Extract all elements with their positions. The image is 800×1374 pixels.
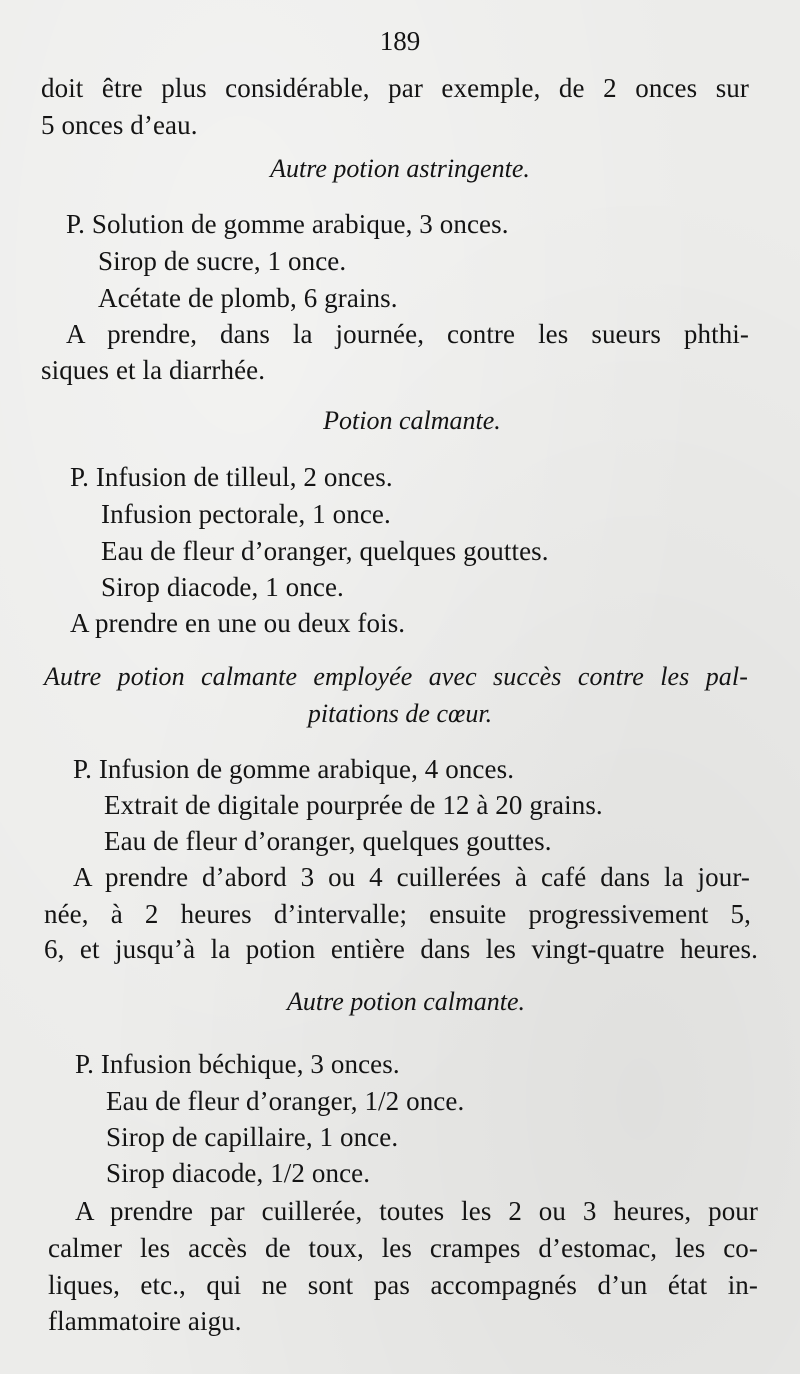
recipe-line: Acétate de plomb, 6 grains. [98,283,398,313]
section-heading: Autre potion calmante. [286,987,526,1016]
text-line: calmer les accès de toux, les crampes d’estomac, les co- [48,1233,758,1263]
text-line: 5 onces d’eau. [41,110,198,140]
recipe-line: P. Infusion de gomme arabique, 4 onces. [73,754,515,784]
recipe-line: Infusion pectorale, 1 once. [101,499,391,529]
recipe-line: Sirop de sucre, 1 once. [98,246,347,276]
section-heading: Autre potion astringente. [270,154,530,183]
recipe-line: P. Infusion béchique, 3 onces. [75,1049,400,1079]
text-line: A prendre par cuillerée, toutes les 2 ou 3 heures, pour [75,1196,758,1226]
recipe-line: Eau de fleur d’oranger, quelques gouttes. [101,536,549,566]
text-line: A prendre en une ou deux fois. [70,608,406,638]
text-line: siques et la diarrhée. [41,355,266,385]
section-heading: Potion calmante. [323,406,501,435]
section-heading: pitations de cœur. [307,699,493,728]
recipe-line: Extrait de digitale pourprée de 12 à 20 grains. [104,790,603,820]
page-number: 189 [379,26,421,56]
text-line: A prendre, dans la journée, contre les sueurs phthi- [66,319,749,349]
recipe-line: Eau de fleur d’oranger, 1/2 once. [106,1086,465,1116]
recipe-line: Sirop de capillaire, 1 once. [106,1122,399,1152]
recipe-line: Sirop diacode, 1/2 once. [106,1158,371,1188]
recipe-line: Eau de fleur d’oranger, quelques gouttes. [104,826,552,856]
text-line: A prendre d’abord 3 ou 4 cuillerées à café dans la jour- [73,862,750,892]
text-line: doit être plus considérable, par exemple, de 2 onces sur [41,73,749,103]
text-line: liques, etc., qui ne sont pas accompagnés d’un état in- [48,1270,758,1300]
text-line: 6, et jusqu’à la potion entière dans les vingt-quatre heures. [44,934,758,964]
text-line: née, à 2 heures d’intervalle; ensuite progressivement 5, [44,899,751,929]
recipe-line: P. Solution de gomme arabique, 3 onces. [66,209,509,239]
recipe-line: Sirop diacode, 1 once. [101,572,344,602]
section-heading: Autre potion calmante employée avec succès contre les pal- [44,662,748,691]
text-line: flammatoire aigu. [48,1306,242,1336]
recipe-line: P. Infusion de tilleul, 2 onces. [70,462,393,492]
